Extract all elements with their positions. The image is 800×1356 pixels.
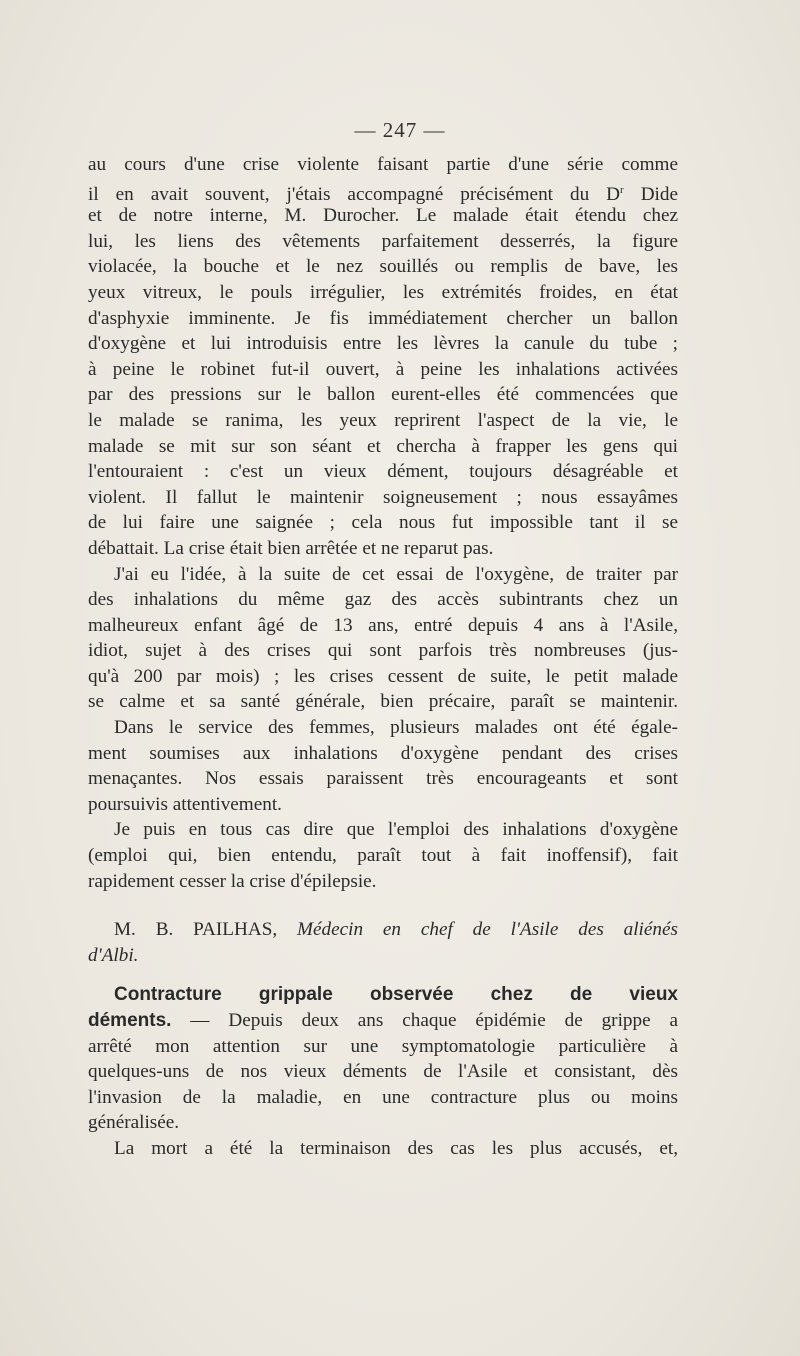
spacer bbox=[88, 894, 678, 917]
section-contracture bbox=[88, 982, 678, 1161]
text-line: Je puis en tous cas dire que l'emploi des inhalations d'oxygène bbox=[114, 819, 678, 841]
author-name: M. B. PAILHAS, bbox=[114, 919, 298, 941]
text-segment: Dide bbox=[623, 183, 678, 205]
author-title-cont: d'Albi. bbox=[88, 944, 139, 966]
text-line: et de notre interne, M. Durocher. Le malade était étendu chez bbox=[88, 205, 678, 227]
text-line: d'oxygène et lui introduisis entre les lèvres la canule du tube ; bbox=[88, 333, 678, 355]
paragraph-1 bbox=[88, 152, 678, 562]
text-line bbox=[88, 1008, 678, 1034]
text-line: La mort a été la terminaison des cas les plus accusés, et, bbox=[114, 1137, 678, 1159]
text-line: à peine le robinet fut-il ouvert, à peine les inhalations activées bbox=[88, 358, 678, 380]
text-line: l'invasion de la maladie, en une contracture plus ou moins bbox=[88, 1086, 678, 1108]
author-line bbox=[88, 917, 678, 943]
text-line: le malade se ranima, les yeux reprirent l'aspect de la vie, le bbox=[88, 409, 678, 431]
text-line: au cours d'une crise violente faisant partie d'une série comme bbox=[88, 154, 678, 175]
author-block bbox=[88, 917, 678, 968]
spacer bbox=[88, 968, 678, 982]
text-line: généralisée. bbox=[88, 1112, 180, 1134]
body-text bbox=[88, 152, 678, 1162]
author-title: Médecin en chef de l'Asile des aliénés bbox=[297, 919, 678, 941]
text-line: par des pressions sur le ballon eurent-elles été commencées que bbox=[88, 384, 678, 406]
text-line: arrêté mon attention sur une symptomatologie particulière à bbox=[88, 1035, 678, 1057]
text-line: lui, les liens des vêtements parfaitement desserrés, la figure bbox=[88, 230, 678, 252]
paragraph-3 bbox=[88, 715, 678, 817]
text-line: idiot, sujet à des crises qui sont parfois très nombreuses (jus- bbox=[88, 640, 678, 662]
text-line: J'ai eu l'idée, à la suite de cet essai de l'oxygène, de traiter par bbox=[114, 563, 678, 585]
superscript: r bbox=[620, 183, 624, 196]
text-line: rapidement cesser la crise d'épilepsie. bbox=[88, 870, 377, 892]
text-line: poursuivis attentivement. bbox=[88, 793, 282, 815]
text-segment: — Depuis deux ans chaque épidémie de grippe a bbox=[171, 1010, 678, 1031]
section-heading-cont: déments. bbox=[88, 1010, 172, 1031]
section-heading: Contracture grippale observée chez de vieux bbox=[114, 984, 678, 1006]
text-line: quelques-uns de nos vieux déments de l'Asile et consistant, dès bbox=[88, 1061, 678, 1083]
text-line: de lui faire une saignée ; cela nous fut impossible tant il se bbox=[88, 512, 678, 534]
text-line: malade se mit sur son séant et chercha à frapper les gens qui bbox=[88, 435, 678, 457]
text-line: (emploi qui, bien entendu, paraît tout à fait inoffensif), fait bbox=[88, 845, 678, 867]
text-line: menaçantes. Nos essais paraissent très encourageants et sont bbox=[88, 768, 678, 790]
text-line: d'asphyxie imminente. Je fis immédiatement chercher un ballon bbox=[88, 307, 678, 329]
page-number: — 247 — bbox=[354, 118, 446, 142]
text-line: malheureux enfant âgé de 13 ans, entré depuis 4 ans à l'Asile, bbox=[88, 614, 678, 636]
paragraph-4 bbox=[88, 817, 678, 894]
text-segment: il en avait souvent, j'étais accompagné précisément du D bbox=[88, 183, 621, 205]
text-line: l'entouraient : c'est un vieux dément, toujours désagréable et bbox=[88, 461, 678, 483]
text-line: violent. Il fallut le maintenir soigneusement ; nous essayâmes bbox=[88, 486, 678, 508]
section-heading-line bbox=[88, 982, 678, 1008]
text-line: se calme et sa santé générale, bien précaire, paraît se maintenir. bbox=[88, 691, 678, 713]
text-line: yeux vitreux, le pouls irrégulier, les extrémités froides, en état bbox=[88, 281, 678, 303]
text-line: Dans le service des femmes, plusieurs malades ont été égale- bbox=[114, 717, 678, 739]
text-line: ment soumises aux inhalations d'oxygène pendant des crises bbox=[88, 742, 678, 764]
text-line: violacée, la bouche et le nez souillés ou remplis de bave, les bbox=[88, 256, 678, 278]
text-line: débattait. La crise était bien arrêtée et ne reparut pas. bbox=[88, 537, 494, 559]
text-line: qu'à 200 par mois) ; les crises cessent de suite, le petit malade bbox=[88, 665, 678, 687]
paragraph-2 bbox=[88, 562, 678, 716]
text-line: des inhalations du même gaz des accès subintrants chez un bbox=[88, 589, 678, 611]
text-line bbox=[88, 178, 678, 204]
